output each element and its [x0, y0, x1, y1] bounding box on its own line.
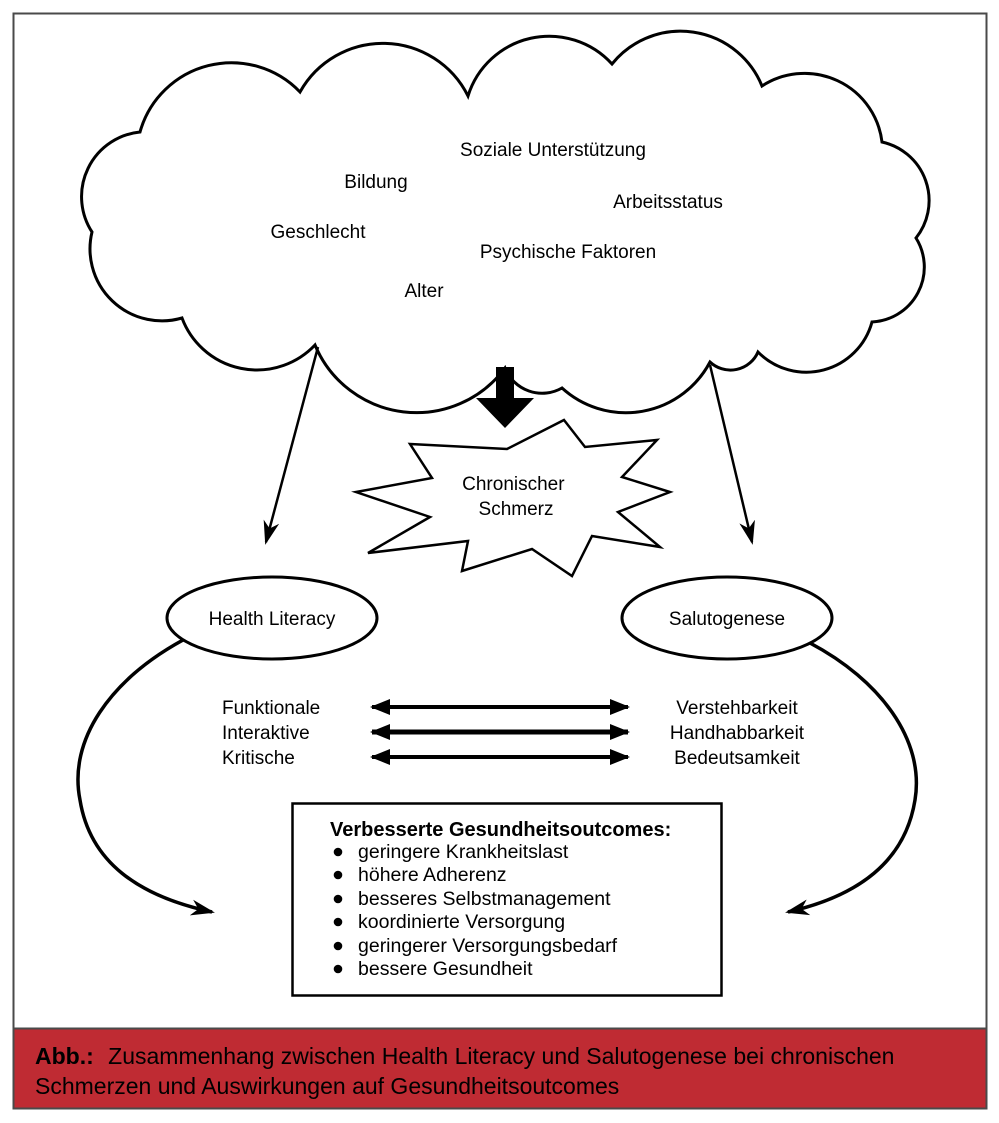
bullet-icon [334, 871, 343, 880]
mapping-left-label-kritische: Kritische [222, 748, 295, 769]
mapping-right-label-verstehbarkeit: Verstehbarkeit [676, 698, 798, 719]
bullet-icon [334, 848, 343, 857]
factor-label-alter: Alter [404, 281, 444, 302]
outcome-item-adherenz: höhere Adherenz [358, 864, 507, 886]
mapping-left-label-interaktive: Interaktive [222, 723, 310, 744]
mapping-right-label-bedeutsamkeit: Bedeutsamkeit [674, 748, 800, 769]
health-literacy-label: Health Literacy [208, 609, 336, 630]
caption-line2: Schmerzen und Auswirkungen auf Gesundheitsoutcomes [35, 1073, 620, 1099]
cause-arrow-right-icon [710, 365, 752, 542]
loop-arrow-right-icon [788, 643, 916, 912]
bullet-icon [334, 942, 343, 951]
factor-label-geschlecht: Geschlecht [270, 222, 366, 243]
factor-label-soziale-unterstuetzung: Soziale Unterstützung [460, 140, 646, 161]
factor-label-psychische-faktoren: Psychische Faktoren [479, 242, 657, 263]
outcome-item-versorgung: koordinierte Versorgung [358, 911, 566, 933]
outcome-item-krankheitslast: geringere Krankheitslast [358, 841, 569, 863]
outcome-item-selbstmanagement: besseres Selbstmanagement [358, 888, 611, 910]
caption-line1 [35, 1043, 894, 1069]
outcome-item-versorgungsbedarf: geringerer Versorgungsbedarf [358, 935, 618, 957]
bullet-icon [334, 918, 343, 927]
cause-arrow-left-icon [266, 347, 318, 542]
mapping-right-label-handhabbarkeit: Handhabbarkeit [669, 723, 805, 744]
bullet-icon [334, 965, 343, 974]
caption-text-part1: Zusammenhang zwischen Health Literacy und Salutogenese bei chronischen [108, 1043, 895, 1069]
factors-cloud-shape [82, 31, 930, 413]
salutogenese-label: Salutogenese [668, 609, 786, 630]
bullet-icon [334, 895, 343, 904]
chronic-pain-label: Chronischer Schmerz [462, 474, 565, 520]
loop-arrow-left-icon [78, 640, 212, 912]
outcomes-title: Verbesserte Gesundheitsoutcomes: [330, 819, 672, 841]
mapping-left-label-funktionale: Funktionale [222, 698, 321, 719]
outcome-item-gesundheit: bessere Gesundheit [358, 958, 533, 980]
caption-label: Abb.: [35, 1043, 94, 1069]
factor-label-arbeitsstatus: Arbeitsstatus [613, 192, 723, 213]
chronic-pain-burst-shape [356, 420, 670, 576]
factor-label-bildung: Bildung [344, 172, 408, 193]
